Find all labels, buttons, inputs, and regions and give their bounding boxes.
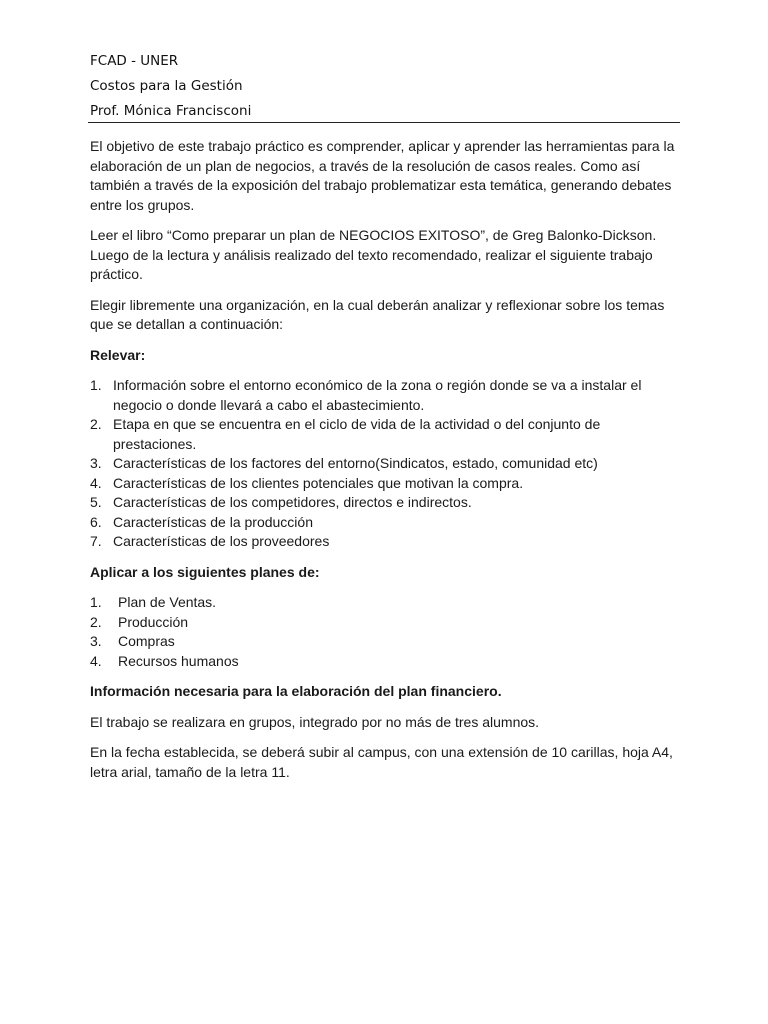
list-number: 7. [90,533,102,549]
intro-paragraph: El objetivo de este trabajo práctico es comprender, aplicar y aprender las herramientas para la elaboración de un plan de negocios, a través de la resolución de casos reales. Como así también a través de la exposición del trabajo problematizar esta temática, generando debates entre los grupos. [90,138,675,213]
list-text: Características de los competidores, directos e indirectos. [113,494,472,510]
list-text: Características de los proveedores [113,533,330,549]
list-number: 2. [90,613,102,630]
list-text: Recursos humanos [118,652,239,669]
list-item [90,513,680,533]
reading-paragraph: Leer el libro “Como preparar un plan de NEGOCIOS EXITOSO”, de Greg Balonko-Dickson. Luego de la lectura y análisis realizado del texto recomendado, realizar el siguiente trabajo práctico. [90,227,657,282]
document-header [90,49,680,124]
list-number: 1. [90,377,102,393]
list-text: Características de los factores del entorno(Sindicatos, estado, comunidad etc) [113,455,598,471]
delivery-paragraph: En la fecha establecida, se deberá subir al campus, con una extensión de 10 carillas, hoja A4, letra arial, tamaño de la letra 11. [90,744,673,780]
planes-heading: Aplicar a los siguientes planes de: [90,563,320,580]
list-number: 3. [90,633,102,649]
list-number: 5. [90,494,102,510]
financial-heading: Información necesaria para la elaboración del plan financiero. [90,683,502,699]
list-text: Plan de Ventas. [118,594,217,610]
header-divider [88,122,680,123]
relevar-heading: Relevar: [90,346,146,363]
list-item [90,632,680,652]
groups-paragraph: El trabajo se realizara en grupos, integrado por no más de tres alumnos. [90,713,540,730]
planes-list [90,593,680,671]
list-text: Producción [118,613,189,630]
list-item [90,376,680,415]
course-name: Costos para la Gestión [90,78,243,94]
list-item [90,415,680,454]
list-number: 2. [90,416,102,432]
list-text: Características de la producción [113,513,313,530]
list-text: Compras [118,633,175,649]
list-number: 4. [90,652,102,669]
list-number: 4. [90,474,102,491]
list-item [90,454,680,474]
list-item [90,493,680,513]
list-text: Etapa en que se encuentra en el ciclo de vida de la actividad o del conjunto de prestaciones. [113,416,601,452]
list-item [90,532,680,552]
list-item [90,613,680,633]
list-text: Características de los clientes potenciales que motivan la compra. [113,474,524,491]
list-number: 1. [90,594,102,610]
list-item [90,474,680,494]
list-item [90,652,680,672]
list-number: 3. [90,455,102,471]
institution-name: FCAD - UNER [90,53,179,69]
relevar-list [90,376,680,552]
list-number: 6. [90,513,102,530]
list-item [90,593,680,613]
professor-name: Prof. Mónica Francisconi [90,103,252,119]
document-body [90,137,680,793]
list-text: Información sobre el entorno económico de la zona o región donde se va a instalar el negocio o donde llevará a cabo el abastecimiento. [113,377,642,413]
choose-paragraph: Elegir libremente una organización, en la cual deberán analizar y reflexionar sobre los temas que se detallan a continuación: [90,296,665,332]
